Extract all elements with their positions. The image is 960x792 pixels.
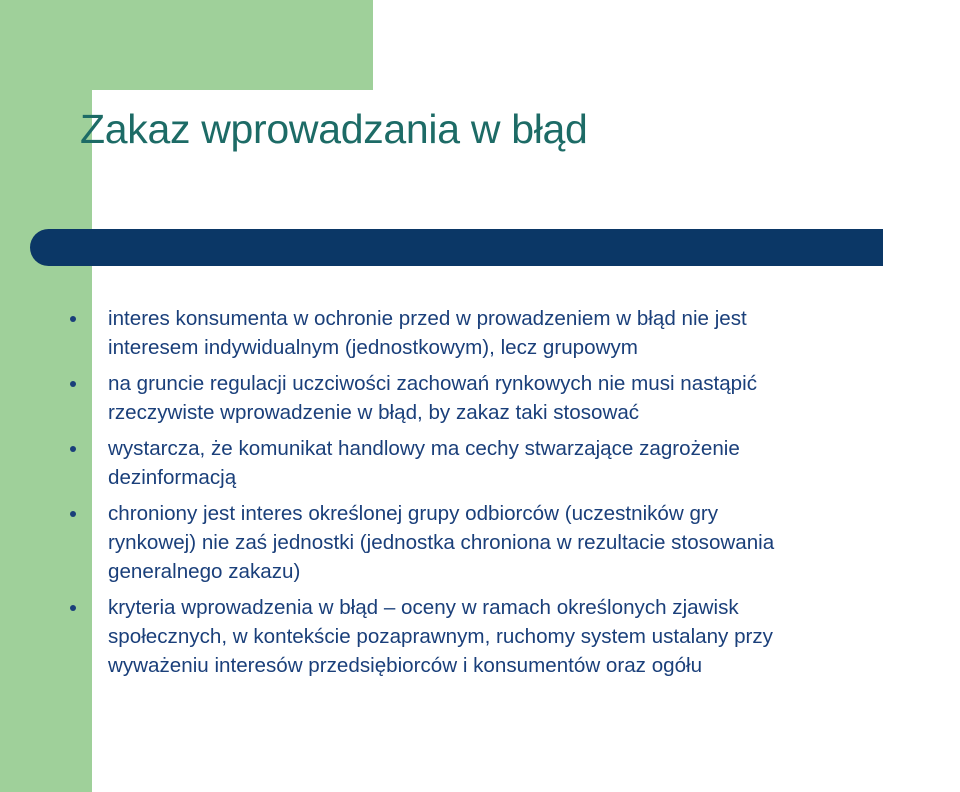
bullet-line: dezinformacją xyxy=(108,466,237,489)
bullet-line: kryteria wprowadzenia w błąd – oceny w ramach określonych zjawisk xyxy=(108,596,739,619)
bullet-dot-icon xyxy=(70,605,76,611)
bullet-list xyxy=(108,304,954,687)
bullet-line: rynkowej) nie zaś jednostki (jednostka chroniona w rezultacie stosowania xyxy=(108,531,775,554)
bullet-dot-icon xyxy=(70,446,76,452)
title-underline-bar xyxy=(30,229,883,266)
bullet-dot-icon xyxy=(70,511,76,517)
slide-title: Zakaz wprowadzania w błąd xyxy=(80,106,588,152)
bullet-dot-icon xyxy=(70,316,76,322)
bullet-line: interes konsumenta w ochronie przed w prowadzeniem w błąd nie jest xyxy=(108,307,747,330)
bullet-line: interesem indywidualnym (jednostkowym), lecz grupowym xyxy=(108,336,638,359)
bullet-item xyxy=(108,593,954,680)
bullet-line: społecznych, w kontekście pozaprawnym, ruchomy system ustalany przy xyxy=(108,625,773,648)
bullet-line: wystarcza, że komunikat handlowy ma cechy stwarzające zagrożenie xyxy=(108,437,740,460)
bullet-item xyxy=(108,499,954,586)
decorative-green-left-band xyxy=(0,0,92,792)
bullet-line: generalnego zakazu) xyxy=(108,560,301,583)
bullet-line: wyważeniu interesów przedsiębiorców i konsumentów oraz ogółu xyxy=(108,654,703,677)
bullet-item xyxy=(108,434,954,492)
bullet-line: chroniony jest interes określonej grupy odbiorców (uczestników gry xyxy=(108,502,719,525)
bullet-line: na gruncie regulacji uczciwości zachowań rynkowych nie musi nastąpić xyxy=(108,372,758,395)
bullet-line: rzeczywiste wprowadzenie w błąd, by zakaz taki stosować xyxy=(108,401,640,424)
bullet-dot-icon xyxy=(70,381,76,387)
bullet-item xyxy=(108,369,954,427)
bullet-item xyxy=(108,304,954,362)
